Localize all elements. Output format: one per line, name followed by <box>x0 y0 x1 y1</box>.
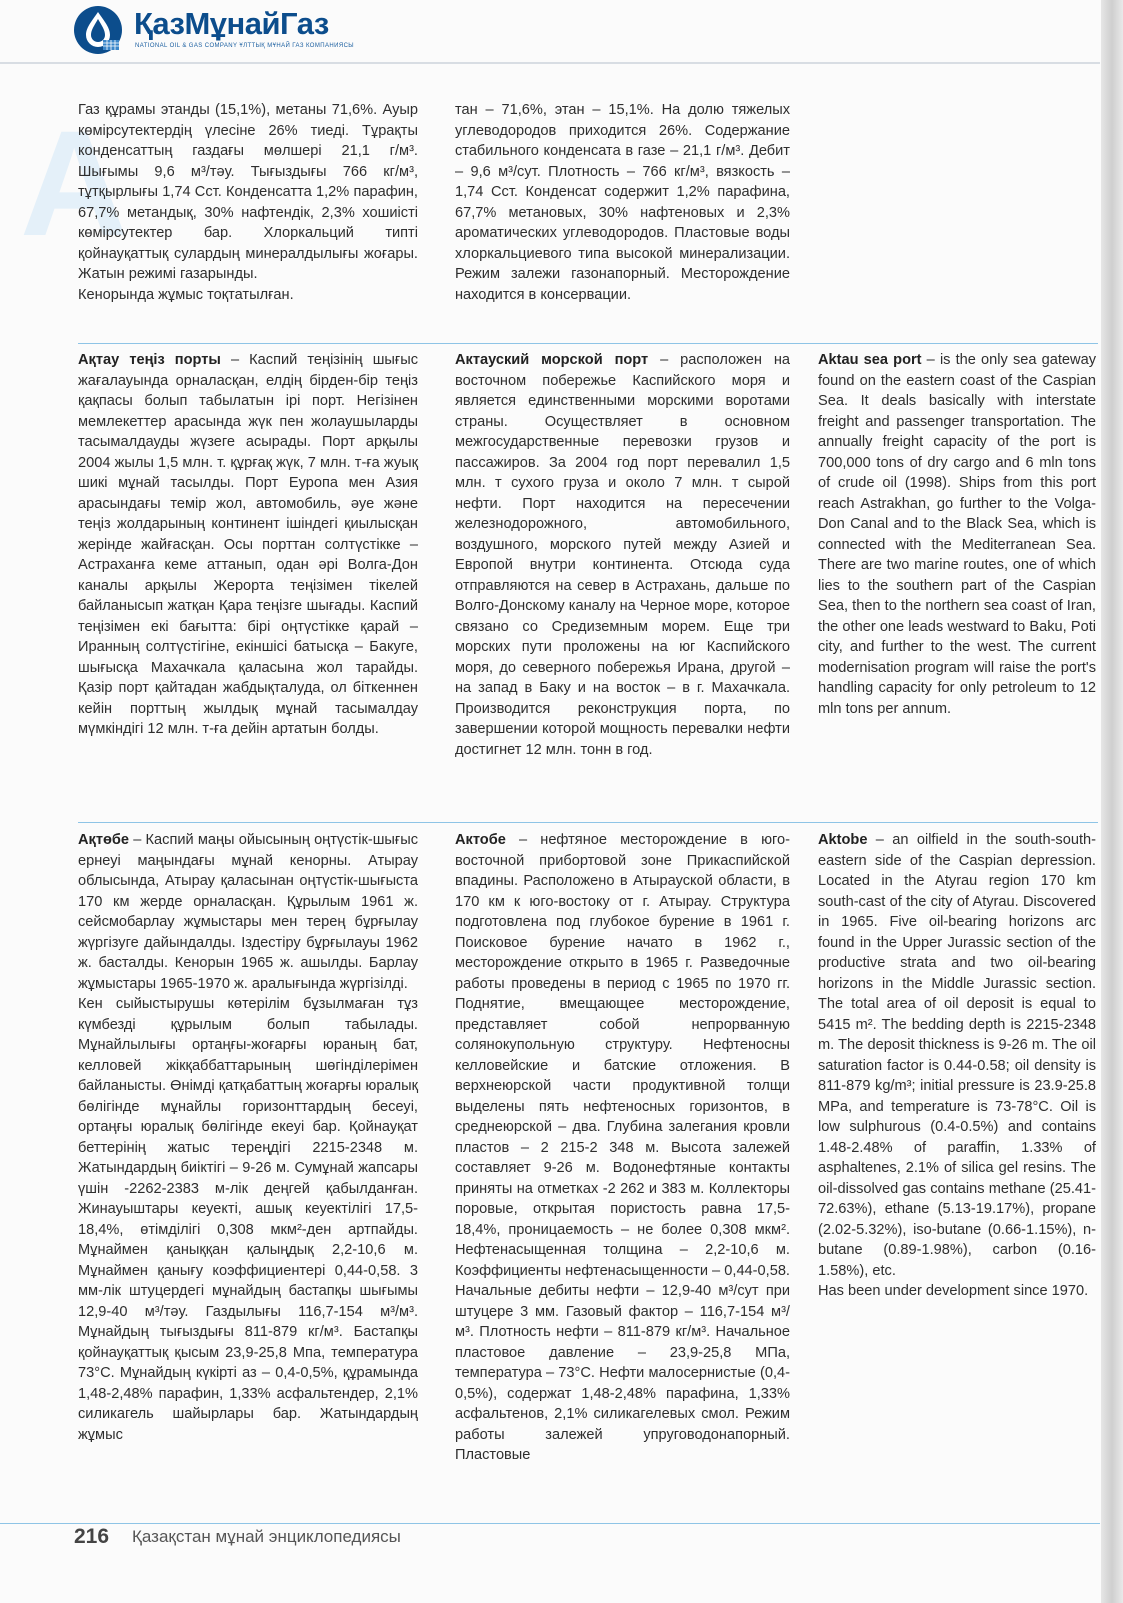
entry-continuation-kk <box>78 100 418 305</box>
entry-aktau-ru <box>455 350 790 760</box>
entry-aktau-en <box>818 350 1096 719</box>
entry-text-tail: Has been under development since 1970. <box>818 1283 1089 1299</box>
entry-text: – нефтяное месторождение в юго-восточной прибортовой зоне Прикаспийской впадины. Расположено в Атырауской области, в 170 км к юго-востоку от г. Атырау. Структура подготовлена под глубокое бурение в 1961 г. Поисковое бурение начато в 1962 г., месторождение открыто в 1965 г. Разведочные работы проведены в период с 1965 по 1970 гг. Поднятие, вмещающее месторождение, представляет собой непрорванную солянокупольную структуру. Нефтеносны келловейские и батские отложения. В верхнеюрской части продуктивной толщи выделены пять нефтеносных горизонтов, в среднеюрской – два. Глубина залегания кровли пластов – 2 215-2 348 м. Высота залежей составляет 9-26 м. Водонефтяные контакты приняты на отметках -2 262 и 383 м. Коллекторы поровые, открытая пористость равна 17,5-18,4%, проницаемость – не более 0,308 мкм². Нефтенасыщенная толщина – 2,2-10,6 м. Коэффициенты нефтенасыщенности – 0,44-0,58. Начальные дебиты нефти – 12,9-40 м³/сут при штуцере 3 мм. Газовый фактор – 116,7-154 м³/м³. Плотность нефти – 811-879 кг/м³. Начальное пластовое давление – 23,9-25,8 МПа, температура – 73°С. Нефти малосернистые (0,4-0,5%), содержат 1,48-2,48% парафина, 1,33% асфальтенов, 2,1% силикагелевых смол. Режим работы залежей упруговодонапорный. Пластовые <box>455 832 790 1463</box>
entry-term: Aktobe <box>818 832 868 848</box>
section-divider <box>78 343 1098 344</box>
running-footer-title: Қазақстан мұнай энциклопедиясы <box>132 1527 401 1546</box>
entry-continuation-ru <box>455 100 790 305</box>
entry-text: – Каспий теңізінің шығыс жағалауында орналасқан, елдің бірден-бір теңіз қақпасы болып табылатын ірі порт. Негізінен мемлекеттер арасында жүк пен жолаушыларды тасымалдауды жүзеге асырады. Порт арқылы 2004 жылы 1,5 млн. т. құрғақ жүк, 7 млн. т-ға жуық шикі мұнай тасылды. Порт Еуропа мен Азия арасындағы темір жол, автомобиль, әуе және теңіз жолдарының континент ішіндегі қиылысқан жерінде жайғасқан. Осы порттан солтүстікке – Астраханға кеме аттанып, одан әрі Волга-Дон каналы арқылы Жерорта теңізімен тікелей байланысып жатқан Қара теңізге шығады. Каспий теңізімен екі бағытта: бірі оңтүстікке қарай – Иранның солтүстігіне, екіншісі батысқа – Бакуге, шығысқа Махачкала қаласына жол тарайды. Қазір порт қайтадан жабдықталуда, ол біткеннен кейін порттың жылдық мұнай тасымалдау мүмкіндігі 12 млн. т-ға дейін артатын болды. <box>78 352 418 737</box>
section-letter-watermark: A <box>20 99 129 267</box>
page-binding-edge <box>1101 0 1123 1603</box>
page-number: 216 <box>74 1525 110 1548</box>
page-header <box>0 0 1100 58</box>
entry-text: – is the only sea gateway found on the eastern coast of the Caspian Sea. It deals basically with interstate freight and passenger transportation. The annually freight capacity of the port is 700,000 tons of dry cargo and 6 mln tons of crude oil (1998). Ships from this port reach Astrakhan, go further to the Volga-Don Canal and to the Black Sea, which is connected with the Mediterranean Sea. There are two marine routes, one of which lies to the southern part of the Caspian Sea, then to the northern sea coast of Iran, the other one leads westward to Baku, Poti city, and further to the west. The current modernisation program will raise the port's handling capacity for only petroleum to 12 mln tons per annum. <box>818 352 1096 717</box>
section-divider <box>78 822 1098 823</box>
entry-text: Газ құрамы этанды (15,1%), метаны 71,6%. Ауыр көмірсутектердің үлесіне 26% тиеді. Тұрақты конденсаттың газдағы мөлшері 21,1 г/м³. Шығымы 9,6 м³/тәу. Тығыздығы 766 кг/м³, тұтқырлығы 1,74 Сст. Конденсатта 1,2% парафин, 67,7% метандық, 30% нафтендік, 2,3% хошиісті көмірсутектер бар. Хлоркальций типті қойнауқаттық сулардың минералдылығы жоғары. Жатын режимі газарынды. <box>78 102 418 282</box>
entry-text-continued: Кен сыйыстырушы көтерілім бұзылмаған тұз күмбезді құрылым болып табылады. Мұнайлылығы ортаңғы-жоғарғы юраның бат, келловей жікқаббаттарының шөгінділерімен байланысты. Өнімді қатқабаттың жоғарғы юралық бөлігінде мұнайлы горизонттардың бесеуі, ортаңғы юралық бөлігінде екеуі бар. Қойнауқат беттерінің жатыс тереңдігі 2215-2348 м. Жатындардың биіктігі – 9-26 м. Сумұнай жапсары үшін -2262-2383 м-лік деңгей қабылданған. Жинауыштары кеуекті, ашық кеуектілігі 17,5-18,4%, өтімділігі 0,308 мкм²-ден артпайды. Мұнаймен қаныққан қалыңдық 2,2-10,6 м. Мұнаймен қанығу коэффициентері 0,44-0,58. 3 мм-лік штуцердегі мұнайдың бастапқы шығымы 12,9-40 м³/тәу. Газдылығы 116,7-154 м³/м³. Мұнайдың тығыздығы 811-879 кг/м³. Бастапқы қойнауқаттық қысым 23,9-25,8 Мпа, температура 73°С. Мұнайдың күкірті аз – 0,4-0,5%, құрамында 1,48-2,48% парафин, 1,33% асфальтендер, 2,1% силикагель шайырлары бар. Жатындардың жұмыс <box>78 996 418 1443</box>
header-divider <box>0 62 1100 64</box>
entry-aktobe-en <box>818 830 1096 1302</box>
footer-divider <box>0 1523 1100 1524</box>
entry-term: Актобе <box>455 832 506 848</box>
entry-term: Ақтау теңіз порты <box>78 352 221 368</box>
entry-text: – расположен на восточном побережье Каспийского моря и является единственными морскими воротами страны. Осуществляет в основном межгосударственные перевозки грузов и пассажиров. За 2004 год порт перевалил 1,5 млн. т сухого груза и около 7 млн. т сырой нефти. Порт находится на пересечении железнодорожного, автомобильного, воздушного, морского путей между Азией и Европой внутри континента. Отсюда суда отправляются на север в Астрахань, дальше по Волго-Донскому каналу на Черное море, которое связано со Средиземным морем. Еще три морских пути проложены на юг Каспийского моря, до северного побережья Ирана, другой – на запад в Баку и на восток – в г. Махачкала. Производится реконструкция порта, по завершении которой мощность перевалки нефти достигнет 12 млн. тонн в год. <box>455 352 790 758</box>
entry-aktau-kk <box>78 350 418 740</box>
kmg-logo-icon <box>72 4 124 56</box>
entry-term: Актауский морской порт <box>455 352 649 368</box>
entry-text: тан – 71,6%, этан – 15,1%. На долю тяжелых углеводородов приходится 26%. Содержание стабильного конденсата в газе – 21,1 г/м³. Дебит – 9,6 м³/сут. Плотность – 766 кг/м³, вязкость – 1,74 Сст. Конденсат содержит 1,2% парафина, 67,7% метановых, 30% нафтеновых и 2,3% ароматических углеводородов. Пластовые воды хлоркальциевого типа высокой минерализации. Режим залежи газонапорный. Месторождение находится в консервации. <box>455 102 790 303</box>
entry-term: Ақтөбе <box>78 832 130 848</box>
entry-text-tail: Кенорында жұмыс тоқтатылған. <box>78 286 294 303</box>
entry-aktobe-ru <box>455 830 790 1466</box>
entry-text: – Каспий маңы ойысының оңтүстік-шығыс ернеуі маңындағы мұнай кенорны. Атырау облысында, Атырау қаласынан оңтүстік-шығыста 170 км жерде орналасқан. Құрылым 1961 ж. сейсмобарлау жұмыстары мен терең бұрғылау жүргізуге дайындалды. Іздестіру бұрғылауы 1962 ж. басталды. Кенорын 1965 ж. ашылды. Барлау жұмыстары 1965-1970 ж. аралығында жүргізілді. <box>78 832 418 992</box>
entry-aktobe-kk <box>78 830 418 1445</box>
brand-name: ҚазМұнайГаз <box>134 6 329 41</box>
entry-text: – an oilfield in the south-south-eastern side of the Caspian depression. Located in the Atyrau region 170 km south-cast of the city of Atyrau. Discovered in 1965. Five oil-bearing horizons arc found in the Upper Jurassic section of the productive strata and two oil-bearing horizons in the Middle Jurassic section. The total area of oil deposit is equal to 5415 m². The bedding depth is 2215-2348 m. The deposit thickness is 9-26 m. The oil saturation factor is 0.44-0.58; oil density is 811-879 kg/m³; initial pressure is 23.9-25.8 MPa, and temperature is 73-78°C. Oil is low sulphurous (0.4-0.5%) and contains 1.48-2.48% of paraffin, 1.33% of asphaltenes, 2.1% of silica gel resins. The oil-dissolved gas contains methane (25.41-72.63%), ethane (5.13-19.17%), propane (2.02-5.32%), iso-butane (0.66-1.15%), n-butane (0.89-1.98%), carbon (0.16-1.58%), etc. <box>818 832 1096 1279</box>
brand-subtitle: NATIONAL OIL & GAS COMPANY ҰЛТТЫҚ МҰНАЙ ГАЗ КОМПАНИЯСЫ <box>135 43 355 49</box>
entry-term: Aktau sea port <box>818 352 922 368</box>
